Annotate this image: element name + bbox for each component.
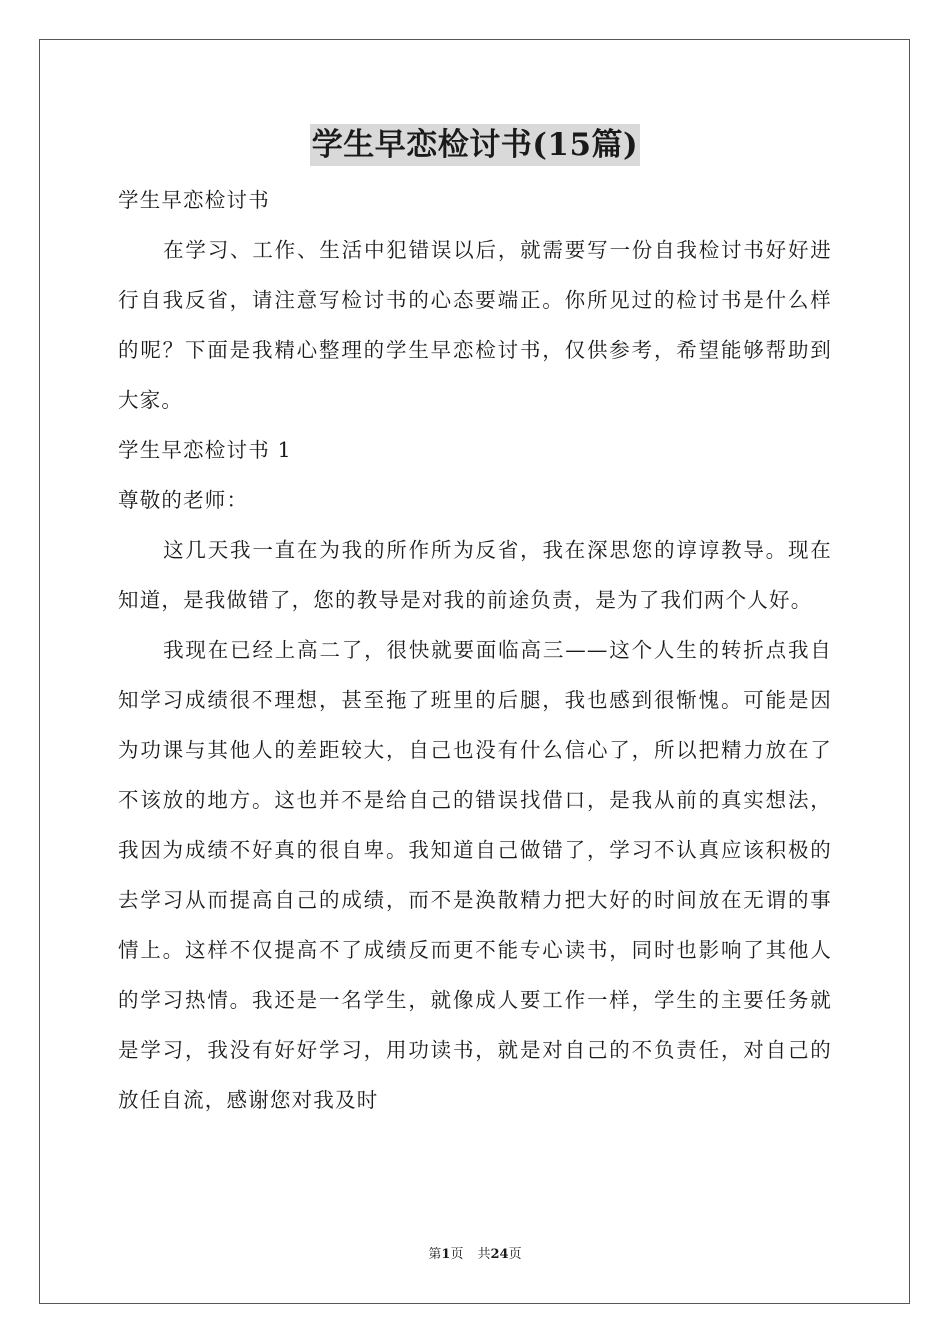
- page-prefix: 第: [428, 1247, 442, 1262]
- intro-paragraph: 在学习、工作、生活中犯错误以后，就需要写一份自我检讨书好好进行自我反省，请注意写检讨书的心态要端正。你所见过的检讨书是什么样的呢？下面是我精心整理的学生早恋检讨书，仅供参考，希望能够帮助到大家。: [118, 238, 832, 412]
- page-current: 1: [441, 1247, 451, 1262]
- body-paragraph-2: 我现在已经上高二了，很快就要面临高三——这个人生的转折点我自知学习成绩很不理想，甚至拖了班里的后腿，我也感到很惭愧。可能是因为功课与其他人的差距较大，自己也没有什么信心了，所以把精力放在了不该放的地方。这也并不是给自己的错误找借口，是我从前的真实想法，我因为成绩不好真的很自卑。我知道自己做错了，学习不认真应该积极的去学习从而提高自己的成绩，而不是涣散精力把大好的时间放在无谓的事情上。这样不仅提高不了成绩反而更不能专心读书，同时也影响了其他人的学习热情。我还是一名学生，就像成人要工作一样，学生的主要任务就是学习，我没有好好学习，用功读书，就是对自己的不负责任，对自己的放任自流，感谢您对我及时: [118, 638, 832, 1112]
- page-footer: [0, 1246, 950, 1264]
- section-heading-1: 学生早恋检讨书 1: [118, 438, 292, 462]
- document-title: 学生早恋检讨书(15篇): [310, 124, 640, 166]
- title-container: [0, 124, 950, 166]
- total-suffix: 页: [508, 1247, 522, 1262]
- page-total: 24: [490, 1247, 509, 1262]
- section-heading: 学生早恋检讨书: [118, 188, 270, 212]
- page-suffix: 页: [450, 1247, 464, 1262]
- total-prefix: 共: [477, 1247, 491, 1262]
- salutation: 尊敬的老师：: [118, 488, 249, 512]
- document-body: [118, 175, 832, 1125]
- body-paragraph-1: 这几天我一直在为我的所作所为反省，我在深思您的谆谆教导。现在知道，是我做错了，您的教导是对我的前途负责，是为了我们两个人好。: [118, 538, 832, 612]
